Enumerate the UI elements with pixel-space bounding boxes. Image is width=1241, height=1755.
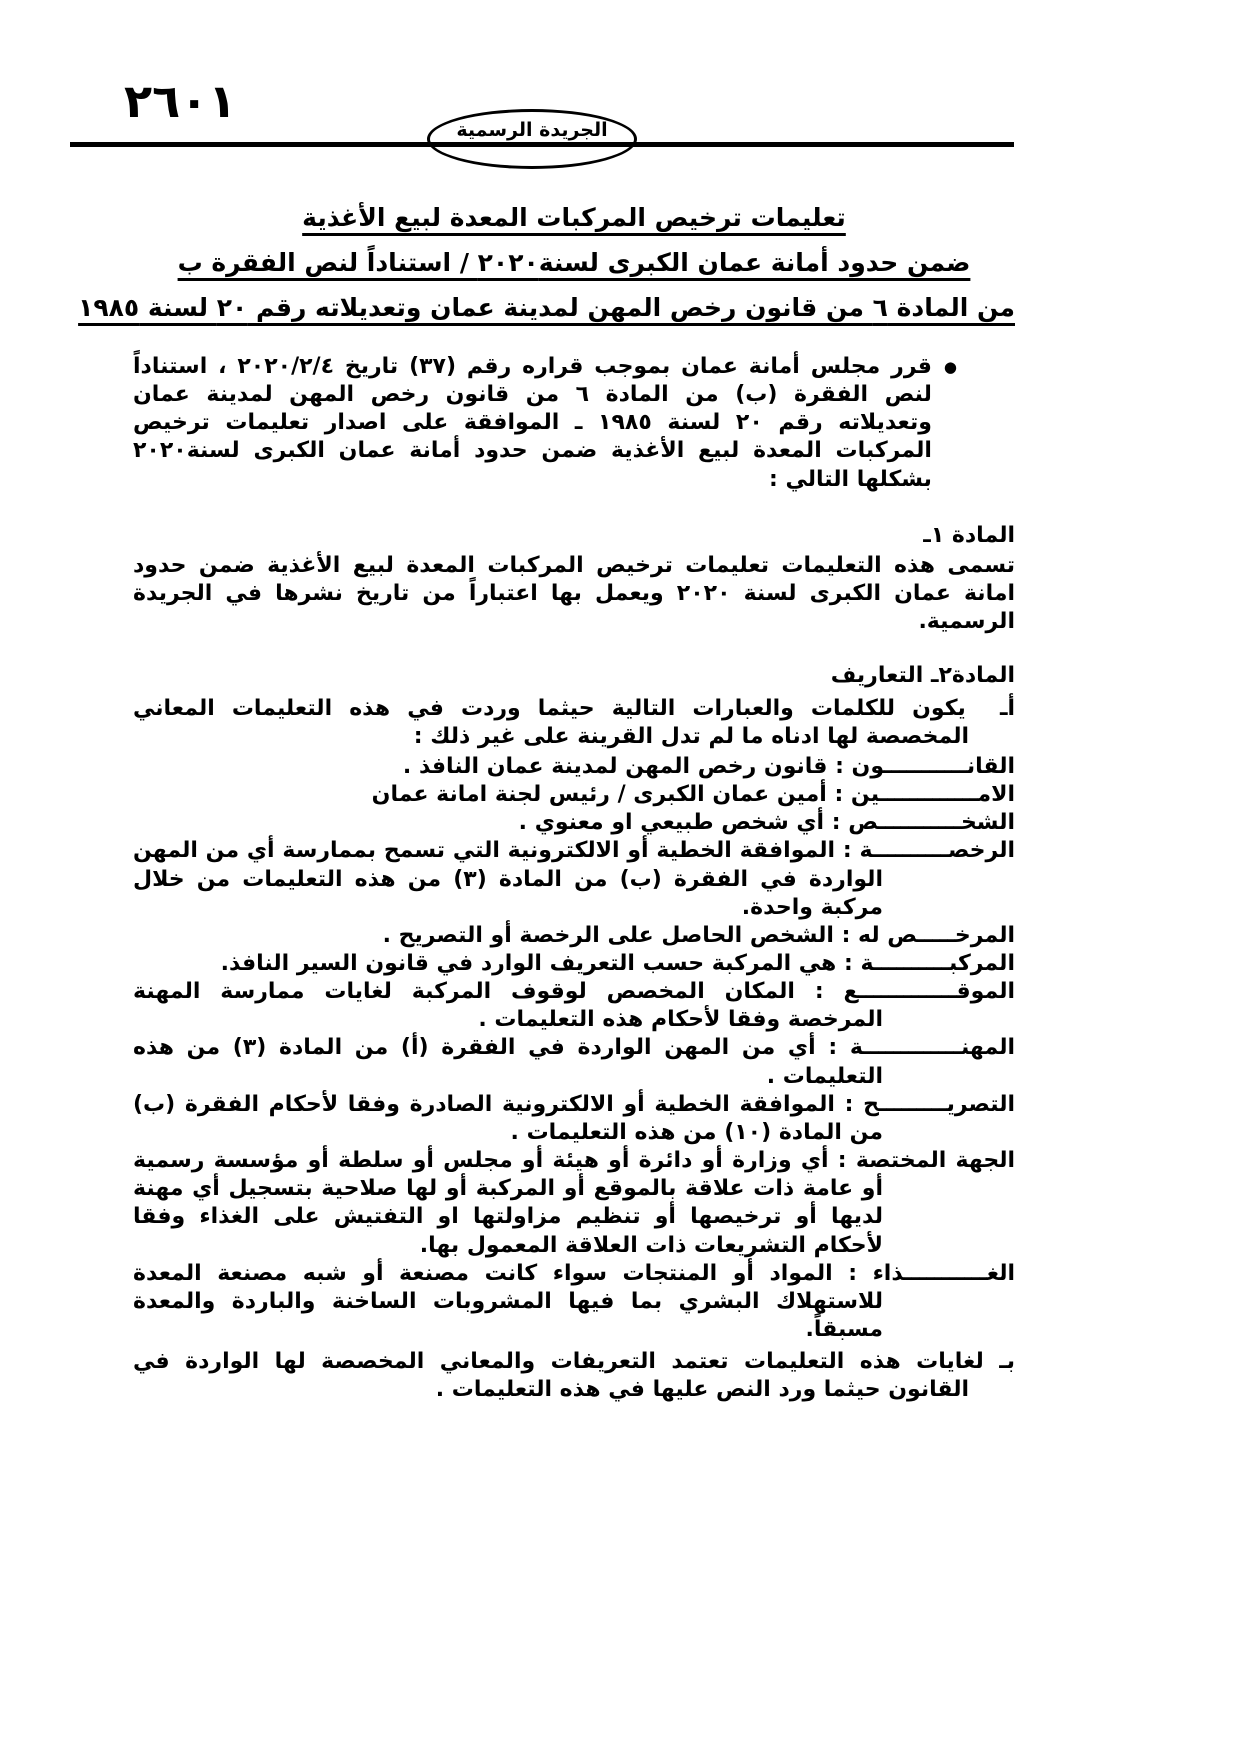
definition-term: الامـــــــــــــين (850, 782, 1015, 808)
definition-colon: : (828, 1148, 856, 1174)
definition-row (133, 809, 1015, 837)
definition-term: الغـــــــــــذاء (872, 1260, 1015, 1286)
clause-b-marker: بـ (999, 1349, 1015, 1375)
definition-row (133, 837, 1015, 921)
article-2-clause-b (133, 1348, 1015, 1404)
definition-colon: : (824, 810, 849, 836)
definition-row (133, 1147, 1015, 1260)
document-body (78, 203, 1016, 1404)
definition-term: التصريـــــــــح (863, 1091, 1015, 1117)
page-number: ٢٦٠١ (124, 74, 237, 128)
definition-term: الجهة المختصة (855, 1148, 1016, 1174)
definition-colon: : (836, 950, 861, 976)
definition-term: المرخـــــص له (858, 922, 1015, 948)
definition-colon: : (832, 1260, 873, 1286)
definition-term: المركبــــــــــة (860, 950, 1015, 976)
definition-text: أي وزارة أو دائرة أو هيئة أو مجلس أو سلطة أو مؤسسة رسمية أو عامة ذات علاقة بالموقع أو المركبة أو لها صلاحية بتسجيل أي مهنة لديها أو ترخيصها أو تنظيم مزاولتها او التفتيش على الغذاء وفقا لأحكام التشريعات ذات العلاقة المعمول بها. (133, 1148, 883, 1258)
clause-a-text: يكون للكلمات والعبارات التالية حيثما وردت في هذه التعليمات المعاني المخصصة لها ادناه ما لم تدل القرينة على غير ذلك : (133, 695, 969, 749)
document-title (78, 203, 1015, 323)
definition-text: الموافقة الخطية أو الالكترونية الصادرة وفقا لأحكام الفقرة (ب) من المادة (١٠) من هذه التعليمات . (133, 1091, 883, 1145)
title-line-1: تعليمات ترخيص المركبات المعدة لبيع الأغذية (302, 203, 846, 232)
definition-colon: : (835, 838, 860, 864)
title-line-3: من المادة ٦ من قانون رخص المهن لمدينة عمان وتعديلاته رقم ٢٠ لسنة ١٩٨٥ (78, 293, 1015, 322)
definition-row (133, 1091, 1015, 1147)
definition-colon: : (833, 922, 859, 948)
definition-row (133, 1260, 1015, 1344)
definition-row (133, 753, 1015, 781)
definition-text: المكان المخصص لوقوف المركبة لغايات ممارسة المهنة المرخصة وفقا لأحكام هذه التعليمات . (133, 979, 883, 1033)
definition-term: الشخـــــــــــص (848, 810, 1015, 836)
definition-text: أي من المهن الواردة في الفقرة (أ) من المادة (٣) من هذه التعليمات . (133, 1035, 883, 1089)
definition-colon: : (826, 782, 851, 808)
definition-term: القانـــــــــــون (851, 753, 1015, 779)
decision-paragraph-text: قرر مجلس أمانة عمان بموجب قراره رقم (٣٧) تاريخ ٢٠٢٠/٢/٤ ، استناداً لنص الفقرة (ب) من المادة ٦ من قانون رخص المهن لمدينة عمان وتعديلاته رقم ٢٠ لسنة ١٩٨٥ ـ الموافقة على اصدار تعليمات ترخيص المركبات المعدة لبيع الأغذية ضمن حدود أمانة عمان الكبرى لسنة٢٠٢٠ بشكلها التالي : (133, 354, 932, 492)
definition-text: الشخص الحاصل على الرخصة أو التصريح . (382, 922, 834, 948)
article-2-heading: المادة٢ـ التعاريف (830, 663, 1015, 689)
definition-term: الرخصــــــــــة (859, 838, 1016, 864)
definition-term: الموقـــــــــــــع (843, 979, 1015, 1005)
gazette-badge-label: الجريدة الرسمية (456, 119, 608, 141)
definition-term: المهنـــــــــــــة (849, 1035, 1015, 1061)
clause-b-text: لغايات هذه التعليمات تعتمد التعريفات والمعاني المخصصة لها الواردة في القانون حيثما ورد النص عليها في هذه التعليمات . (133, 1349, 984, 1403)
definition-row (133, 781, 1015, 809)
definition-row (133, 922, 1015, 950)
article-1-body: تسمى هذه التعليمات تعليمات ترخيص المركبات المعدة لبيع الأغذية ضمن حدود امانة عمان الكبرى لسنة ٢٠٢٠ ويعمل بها اعتباراً من تاريخ نشرها في الجريدة الرسمية. (133, 552, 1015, 635)
clause-a-marker: أـ (999, 695, 1015, 721)
definition-text: المواد أو المنتجات سواء كانت مصنعة أو شبه مصنعة المعدة للاستهلاك البشري بما فيها المشروبات الساخنة والباردة والمعدة مسبقاً. (133, 1260, 883, 1342)
bullet-icon: ● (943, 358, 957, 376)
definition-text: قانون رخص المهن لمدينة عمان النافذ . (402, 753, 828, 779)
definition-text: الموافقة الخطية أو الالكترونية التي تسمح بممارسة أي من المهن الواردة في الفقرة (ب) من المادة (٣) من هذه التعليمات من خلال مركبة واحدة. (133, 838, 883, 920)
definition-colon: : (794, 979, 844, 1005)
decision-paragraph (133, 353, 1015, 494)
definition-colon: : (827, 753, 852, 779)
gazette-badge (427, 109, 637, 169)
definition-text: أي شخص طبيعي او معنوي . (518, 810, 825, 836)
definition-text: أمين عمان الكبرى / رئيس لجنة امانة عمان (371, 782, 827, 808)
definitions-list (133, 753, 1015, 1344)
definition-row (133, 1034, 1015, 1090)
article-1-heading: المادة ١ـ (923, 522, 1015, 548)
definition-row (133, 950, 1015, 978)
definition-text: هي المركبة حسب التعريف الوارد في قانون السير النافذ. (220, 950, 837, 976)
definition-colon: : (834, 1091, 864, 1117)
title-line-2: ضمن حدود أمانة عمان الكبرى لسنة٢٠٢٠ / استناداً لنص الفقرة ب (177, 248, 971, 277)
definition-row (133, 978, 1015, 1034)
article-2-clause-a (133, 695, 1015, 751)
definition-colon: : (815, 1035, 850, 1061)
